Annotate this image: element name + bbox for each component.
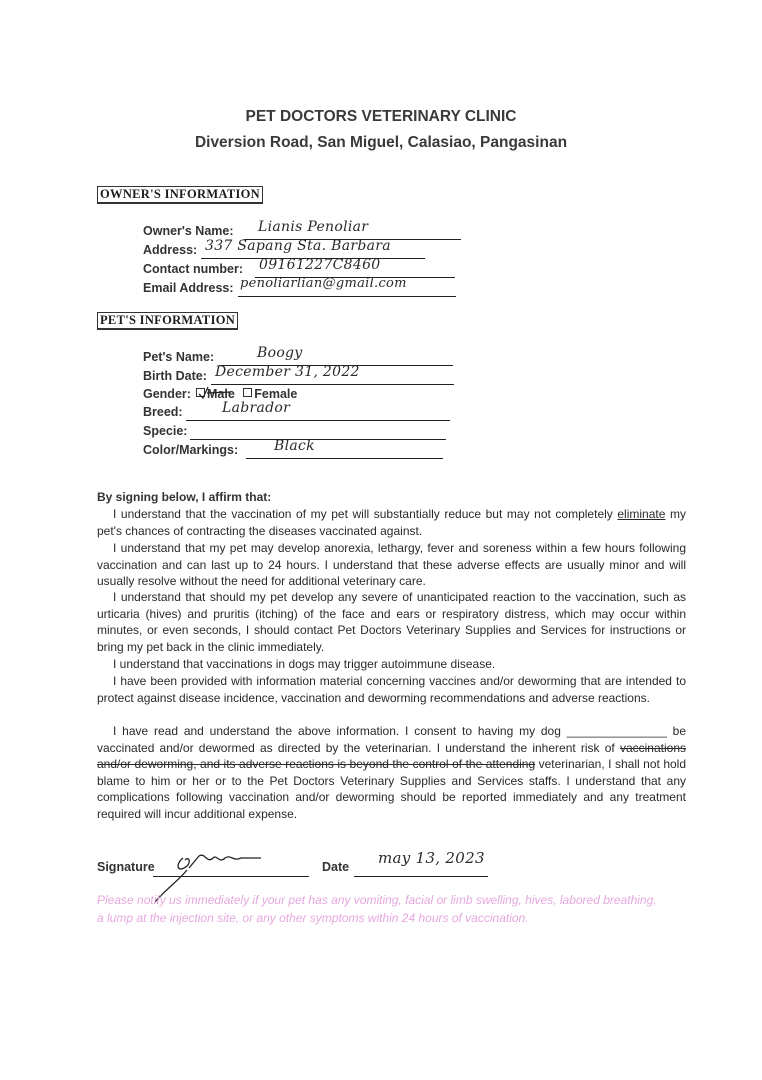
p6-text-a: I have read and understand the above information. I consent to having my dog _______________ be vaccinated and/or dewormed as directed by the veterinarian. I understand the inherent risk of bbox=[97, 724, 686, 755]
signature-field bbox=[97, 858, 312, 878]
breed-label: Breed: bbox=[143, 405, 183, 419]
contact-value: 09161227C8460 bbox=[259, 257, 381, 273]
color-line[interactable] bbox=[246, 438, 443, 459]
specie-line[interactable] bbox=[190, 422, 446, 440]
p3-text: I understand that should my pet develop any severe of unanticipated reaction to the vaccination, such as urticaria (hives) and pruritis (itching) of the face and ears or respiratory distress, which may occur within minutes, or even seconds, I should contact Pet Doctors Veterinary Supplies and Services for instructions or bring my pet back in the clinic immediately. bbox=[97, 590, 686, 654]
p1-text-b: my pet's chances of contracting the diseases vaccinated against. bbox=[97, 507, 686, 538]
affirmation-paragraph-4 bbox=[97, 656, 686, 673]
affirmation-paragraph-5 bbox=[97, 673, 686, 706]
email-line[interactable] bbox=[238, 276, 456, 297]
birth-date-value: December 31, 2022 bbox=[215, 364, 360, 380]
p1-underlined: eliminate bbox=[617, 507, 666, 521]
birth-date-label: Birth Date: bbox=[143, 369, 207, 383]
p4-text: I understand that vaccinations in dogs may trigger autoimmune disease. bbox=[113, 657, 496, 671]
breed-line[interactable] bbox=[186, 400, 450, 421]
address-value: 337 Sapang Sta. Barbara bbox=[205, 238, 391, 254]
affirmation-heading: By signing below, I affirm that: bbox=[97, 490, 272, 504]
clinic-name: PET DOCTORS VETERINARY CLINIC bbox=[245, 108, 517, 125]
pet-section-title: PET'S INFORMATION bbox=[97, 312, 238, 330]
p1-text-a: I understand that the vaccination of my pet will substantially reduce but may not completely bbox=[113, 507, 618, 521]
affirmation-paragraph-6 bbox=[97, 723, 686, 822]
owner-name-label: Owner's Name: bbox=[143, 224, 234, 238]
male-label: Male bbox=[207, 387, 235, 401]
contact-label: Contact number: bbox=[143, 262, 243, 276]
p6-struck-text: vaccinations and/or deworming, and its adverse reactions is beyond the control of the attending bbox=[97, 740, 686, 771]
pet-name-label: Pet's Name: bbox=[143, 350, 215, 364]
p5-text: I have been provided with information material concerning vaccines and/or deworming that are intended to protect against disease incidence, vaccination and deworming recommendations and adverse reactions. bbox=[97, 674, 686, 705]
affirmation-paragraph-1 bbox=[97, 506, 686, 539]
gender-label: Gender: bbox=[143, 387, 191, 401]
email-value: penoliarlian@gmail.com bbox=[240, 276, 407, 291]
specie-label: Specie: bbox=[143, 424, 188, 438]
female-label: Female bbox=[254, 387, 298, 401]
date-line[interactable] bbox=[354, 849, 488, 877]
owner-section-title: OWNER'S INFORMATION bbox=[97, 186, 263, 204]
color-value: Black bbox=[274, 438, 315, 454]
color-label: Color/Markings: bbox=[143, 443, 239, 457]
date-label: Date bbox=[322, 860, 350, 874]
owner-name-value: Lianis Penoliar bbox=[258, 219, 369, 235]
email-label: Email Address: bbox=[143, 281, 234, 295]
signature-label: Signature bbox=[97, 860, 155, 874]
pet-name-value: Boogy bbox=[257, 345, 303, 361]
date-field bbox=[322, 849, 492, 878]
signature-line[interactable] bbox=[153, 858, 309, 877]
date-value: may 13, 2023 bbox=[378, 849, 485, 867]
affirmation-paragraph-2 bbox=[97, 540, 686, 590]
male-check-mark bbox=[198, 384, 232, 400]
p2-text: I understand that my pet may develop anorexia, lethargy, fever and soreness within a few hours following vaccination and can last up to 24 hours. I understand that these adverse effects are usually minor and will usually resolve without the need for additional veterinary care. bbox=[97, 541, 686, 588]
address-label: Address: bbox=[143, 243, 198, 257]
clinic-address: Diversion Road, San Miguel, Calasiao, Pangasinan bbox=[194, 134, 568, 151]
affirmation-paragraph-3 bbox=[97, 589, 686, 655]
birth-date-line[interactable] bbox=[211, 364, 454, 385]
p6-text-b: veterinarian, I shall not hold blame to him or her or to the Pet Doctors Veterinary Supplies and Services staffs. I understand that any complications following vaccination and/or deworming should be reported immediately and any treatment required will incur additional expense. bbox=[97, 757, 687, 821]
breed-value: Labrador bbox=[222, 400, 291, 416]
post-vaccination-notice: Please notify us immediately if your pet has any vomiting, facial or limb swelling, hives, labored breathing, a lump at the injection site, or any other symptoms within 24 hours of vaccination. bbox=[97, 893, 657, 925]
female-checkbox[interactable] bbox=[243, 388, 252, 397]
